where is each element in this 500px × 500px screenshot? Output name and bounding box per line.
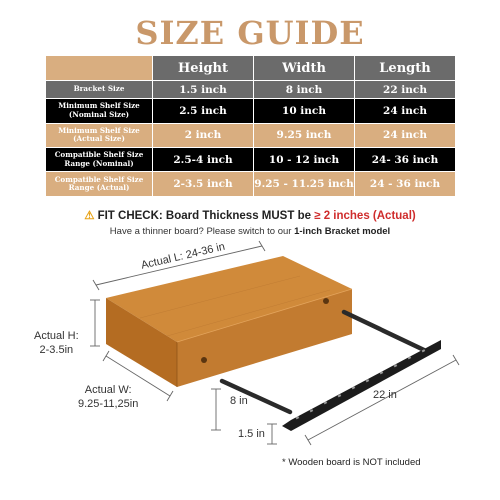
row-label-line1: Bracket Size	[73, 84, 125, 94]
fit-check-line	[0, 208, 500, 222]
table-header-corner	[46, 56, 152, 80]
column-header-width: Width	[254, 56, 354, 80]
row-label-line2: Range (Nominal)	[64, 158, 134, 168]
bracket-height-label: 1.5 in	[238, 428, 265, 440]
fit-check-highlight: ≥ 2 inches (Actual)	[314, 210, 416, 222]
table-header-row	[46, 56, 455, 80]
table-row	[46, 148, 455, 171]
cell-length: 24 - 36 inch	[355, 172, 455, 196]
height-label-line2: 2-3.5in	[39, 343, 74, 356]
row-label-line1: Minimum Shelf Size	[58, 125, 140, 135]
width-label-line2: 9.25-11,25in	[78, 397, 139, 410]
size-table	[45, 55, 456, 197]
warning-icon: ⚠	[84, 210, 95, 222]
cell-length: 24 inch	[355, 99, 455, 122]
column-header-height: Height	[153, 56, 253, 80]
thinner-board-note	[0, 226, 500, 237]
cell-height: 2-3.5 inch	[153, 172, 253, 196]
shelf-illustration	[0, 240, 500, 500]
page-title: SIZE GUIDE	[135, 14, 365, 52]
row-label-line2: (Actual Size)	[73, 134, 125, 144]
table-row	[46, 81, 455, 98]
row-label	[46, 124, 152, 147]
height-label-line1: Actual H:	[34, 330, 79, 342]
row-label	[46, 99, 152, 122]
cell-height: 2.5-4 inch	[153, 148, 253, 171]
row-label	[46, 81, 152, 98]
table-row	[46, 124, 455, 147]
cell-width: 8 inch	[254, 81, 354, 98]
cell-height: 2.5 inch	[153, 99, 253, 122]
cell-width: 10 inch	[254, 99, 354, 122]
height-label	[34, 330, 79, 358]
bracket-depth-label: 8 in	[230, 395, 248, 407]
row-label-line2: (Nominal Size)	[68, 109, 130, 119]
bracket-model-link-text: 1-inch Bracket model	[294, 226, 391, 237]
cell-width: 10 - 12 inch	[254, 148, 354, 171]
row-label	[46, 172, 152, 196]
cell-length: 24 inch	[355, 124, 455, 147]
row-label-line1: Minimum Shelf Size	[58, 101, 140, 111]
width-label	[78, 384, 138, 412]
not-included-note: * Wooden board is NOT included	[282, 457, 421, 468]
table-row	[46, 172, 455, 196]
table-row	[46, 99, 455, 122]
bracket-height-dimension-line	[267, 424, 277, 444]
fit-check-text: FIT CHECK: Board Thickness MUST be	[97, 210, 315, 222]
bracket-depth-dimension-line	[211, 389, 221, 430]
height-dimension-line	[90, 300, 100, 346]
width-label-line1: Actual W:	[84, 384, 132, 396]
row-label-line2: Range (Actual)	[68, 183, 130, 193]
length-label: Actual L: 24-36 in	[140, 240, 227, 272]
cell-height: 1.5 inch	[153, 81, 253, 98]
row-label-line1: Compatible Shelf Size	[54, 174, 144, 184]
row-label-line1: Compatible Shelf Size	[54, 150, 144, 160]
cell-height: 2 inch	[153, 124, 253, 147]
column-header-length: Length	[355, 56, 455, 80]
cell-length: 24- 36 inch	[355, 148, 455, 171]
bracket-hole-left	[201, 357, 207, 363]
bracket-mounting-plate	[282, 340, 441, 431]
thinner-board-text: Have a thinner board? Please switch to our	[109, 226, 295, 237]
cell-length: 22 inch	[355, 81, 455, 98]
cell-width: 9.25 - 11.25 inch	[254, 172, 354, 196]
row-label	[46, 148, 152, 171]
bracket-length-label: 22 in	[373, 389, 397, 401]
wooden-shelf-board	[106, 256, 352, 387]
bracket-hole-right	[323, 298, 329, 304]
cell-width: 9.25 inch	[254, 124, 354, 147]
